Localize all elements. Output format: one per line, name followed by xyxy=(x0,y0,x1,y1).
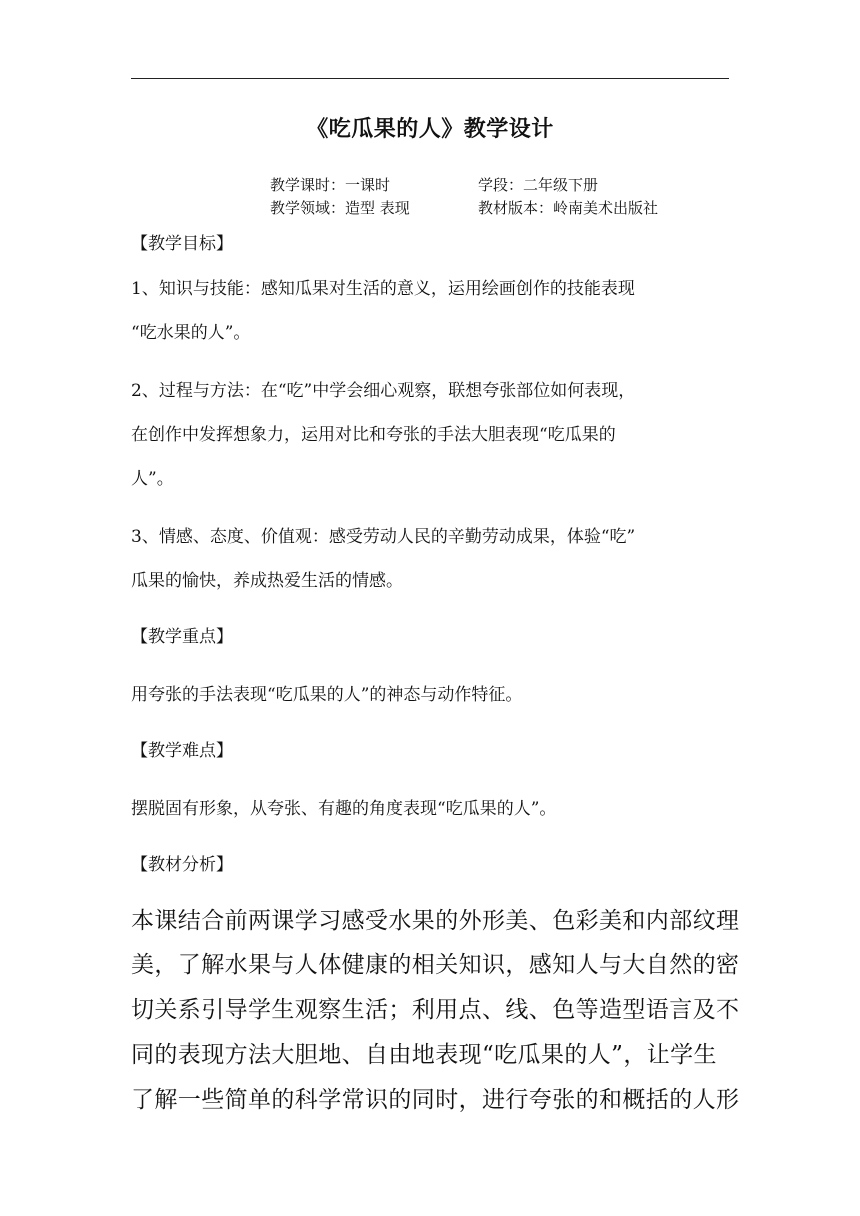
goals-heading: 【教学目标】 xyxy=(131,234,233,254)
goal-3-line-1: 3、情感、态度、价值观：感受劳动人民的辛勤劳动成果，体验“吃” xyxy=(131,527,636,547)
meta-field-label: 教学领域： xyxy=(270,199,346,217)
key-point-text: 用夸张的手法表现“吃瓜果的人”的神态与动作特征。 xyxy=(131,685,523,705)
goal-1-line-1: 1、知识与技能：感知瓜果对生活的意义，运用绘画创作的技能表现 xyxy=(131,279,635,299)
meta-field-value: 造型 表现 xyxy=(345,199,410,217)
analysis-line-2: 美，了解水果与人体健康的相关知识，感知人与大自然的密 xyxy=(131,952,740,978)
analysis-line-1: 本课结合前两课学习感受水果的外形美、色彩美和内部纹理 xyxy=(131,908,740,934)
meta-edition xyxy=(478,197,658,218)
meta-hours xyxy=(270,174,390,195)
meta-field xyxy=(270,197,410,218)
meta-edition-value: 岭南美术出版社 xyxy=(553,199,659,217)
meta-stage-label: 学段： xyxy=(478,176,524,194)
analysis-line-4: 同的表现方法大胆地、自由地表现“吃瓜果的人”，让学生 xyxy=(131,1042,717,1068)
meta-edition-label: 教材版本： xyxy=(478,199,554,217)
goal-1-line-2: “吃水果的人”。 xyxy=(131,323,251,343)
goal-2-line-1: 2、过程与方法：在“吃”中学会细心观察，联想夸张部位如何表现， xyxy=(131,381,636,401)
meta-hours-label: 教学课时： xyxy=(270,176,346,194)
goal-2-line-3: 人”。 xyxy=(131,469,174,489)
header-rule xyxy=(131,78,729,79)
analysis-line-5: 了解一些简单的科学常识的同时，进行夸张的和概括的人形 xyxy=(131,1087,740,1113)
difficulty-text: 摆脱固有形象，从夸张、有趣的角度表现“吃瓜果的人”。 xyxy=(131,799,557,819)
analysis-heading: 【教材分析】 xyxy=(131,855,233,875)
meta-stage-value: 二年级下册 xyxy=(523,176,599,194)
difficulty-heading: 【教学难点】 xyxy=(131,741,233,761)
goal-3-line-2: 瓜果的愉快，养成热爱生活的情感。 xyxy=(131,571,403,591)
key-point-heading: 【教学重点】 xyxy=(131,627,233,647)
document-title: 《吃瓜果的人》教学设计 xyxy=(306,116,554,142)
analysis-line-3: 切关系引导学生观察生活；利用点、线、色等造型语言及不 xyxy=(131,997,740,1023)
meta-hours-value: 一课时 xyxy=(345,176,391,194)
goal-2-line-2: 在创作中发挥想象力，运用对比和夸张的手法大胆表现“吃瓜果的 xyxy=(131,425,616,445)
meta-stage xyxy=(478,174,598,195)
